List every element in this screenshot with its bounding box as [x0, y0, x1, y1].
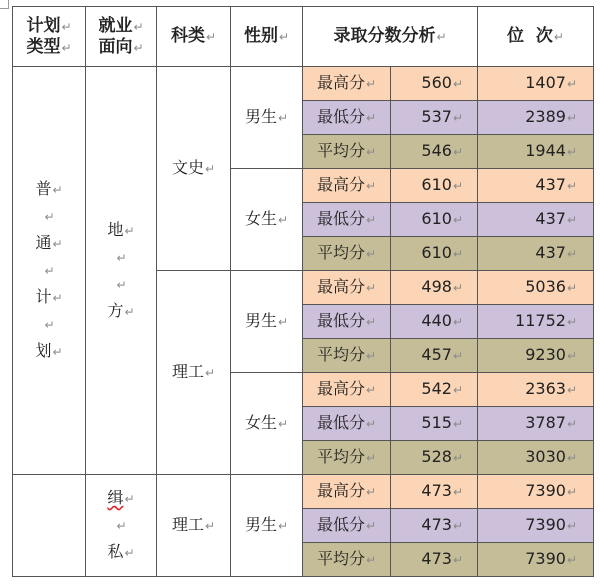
subject-ligong-private: 理工↵: [157, 475, 231, 577]
score-value: 473↵: [391, 509, 478, 543]
rank-value: 437↵: [478, 169, 594, 203]
rank-value: 11752↵: [478, 305, 594, 339]
metric-label: 平均分↵: [303, 237, 391, 271]
rank-value: 5036↵: [478, 271, 594, 305]
rank-value: 437↵: [478, 237, 594, 271]
header-job-direction: 就业↵ 面向↵: [86, 7, 157, 67]
metric-label: 最高分↵: [303, 67, 391, 101]
metric-label: 最高分↵: [303, 169, 391, 203]
metric-label: 最低分↵: [303, 203, 391, 237]
rank-value: 7390↵: [478, 509, 594, 543]
metric-label: 最高分↵: [303, 373, 391, 407]
gender-male: 男生↵: [231, 67, 303, 169]
direction-local: 地↵ ↵ ↵ 方↵: [86, 67, 157, 475]
metric-label: 平均分↵: [303, 339, 391, 373]
metric-label: 最低分↵: [303, 509, 391, 543]
rank-value: 437↵: [478, 203, 594, 237]
score-value: 515↵: [391, 407, 478, 441]
metric-label: 最低分↵: [303, 305, 391, 339]
rank-value: 2363↵: [478, 373, 594, 407]
score-value: 560↵: [391, 67, 478, 101]
subject-wenshi: 文史↵: [157, 67, 231, 271]
metric-label: 最低分↵: [303, 101, 391, 135]
plan-type-putong: 普↵ ↵ 通↵ ↵ 计↵ ↵ 划↵: [13, 67, 86, 475]
score-value: 440↵: [391, 305, 478, 339]
metric-label: 最高分↵: [303, 475, 391, 509]
score-value: 542↵: [391, 373, 478, 407]
score-value: 610↵: [391, 237, 478, 271]
header-score-analysis: 录取分数分析↵: [303, 7, 478, 67]
rank-value: 9230↵: [478, 339, 594, 373]
rank-value: 1944↵: [478, 135, 594, 169]
metric-label: 平均分↵: [303, 441, 391, 475]
score-value: 457↵: [391, 339, 478, 373]
subject-ligong: 理工↵: [157, 271, 231, 475]
rank-value: 2389↵: [478, 101, 594, 135]
score-value: 537↵: [391, 101, 478, 135]
gender-female: 女生↵: [231, 373, 303, 475]
header-plan-type: 计划↵ 类型↵: [13, 7, 86, 67]
header-gender: 性别↵: [231, 7, 303, 67]
metric-label: 最高分↵: [303, 271, 391, 305]
header-rank: 位 次↵: [478, 7, 594, 67]
score-value: 546↵: [391, 135, 478, 169]
header-subject: 科类↵: [157, 7, 231, 67]
direction-private: 缉↵ ↵ 私↵: [86, 475, 157, 577]
gender-male: 男生↵: [231, 271, 303, 373]
rank-value: 3030↵: [478, 441, 594, 475]
score-value: 610↵: [391, 203, 478, 237]
score-value: 473↵: [391, 543, 478, 577]
gender-female: 女生↵: [231, 169, 303, 271]
score-value: 498↵: [391, 271, 478, 305]
metric-label: 平均分↵: [303, 135, 391, 169]
plan-type-blank: [13, 475, 86, 577]
metric-label: 最低分↵: [303, 407, 391, 441]
admission-score-table: [12, 6, 594, 577]
page-corner-mark: [0, 0, 9, 9]
gender-male: 男生↵: [231, 475, 303, 577]
table-row: [13, 67, 594, 101]
rank-value: 1407↵: [478, 67, 594, 101]
metric-label: 平均分↵: [303, 543, 391, 577]
header-row: [13, 7, 594, 67]
rank-value: 3787↵: [478, 407, 594, 441]
rank-value: 7390↵: [478, 475, 594, 509]
score-value: 528↵: [391, 441, 478, 475]
score-value: 610↵: [391, 169, 478, 203]
table-row: [13, 475, 594, 509]
rank-value: 7390↵: [478, 543, 594, 577]
score-value: 473↵: [391, 475, 478, 509]
